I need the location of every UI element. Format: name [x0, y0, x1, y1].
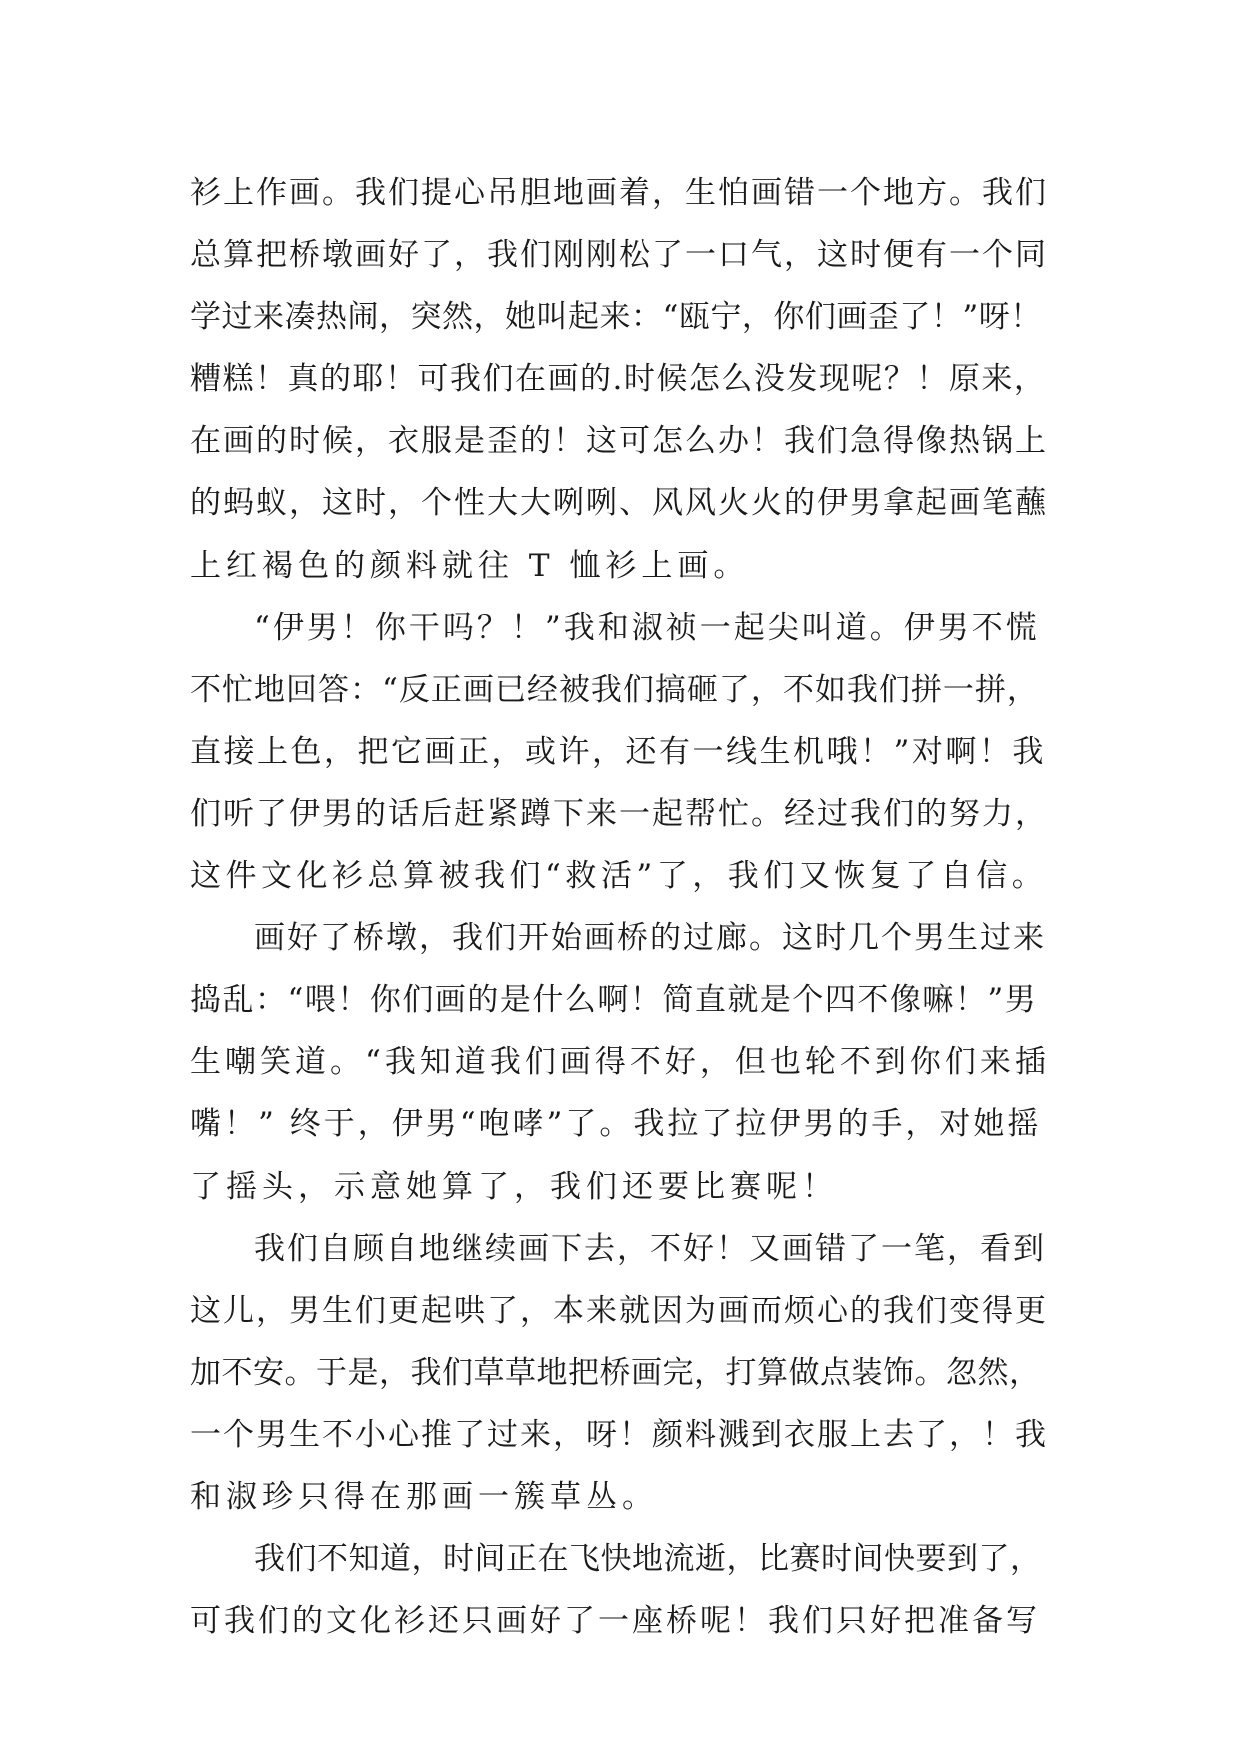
body-text	[190, 162, 1050, 1652]
text-line: 了摇头，示意她算了，我们还要比赛呢！	[190, 1168, 838, 1205]
paragraph-first-line: “伊男！你干吗？！”我和淑祯一起尖叫道。伊男不慌	[254, 609, 1040, 646]
text-line: 和淑珍只得在那画一簇草丛。	[190, 1478, 658, 1515]
text-line: 一个男生不小心推了过来，呀！颜料溅到衣服上去了，！我	[190, 1416, 1048, 1453]
paragraph-first-line: 我们不知道，时间正在飞快地流逝，比赛时间快要到了，	[254, 1541, 1042, 1578]
text-line: 的蚂蚁，这时，个性大大咧咧、风风火火的伊男拿起画笔蘸	[190, 485, 1048, 522]
text-line: 在画的时候，衣服是歪的！这可怎么办！我们急得像热锅上	[190, 423, 1048, 460]
text-line: 总算把桥墩画好了，我们刚刚松了一口气，这时便有一个同	[190, 237, 1048, 274]
text-line: 这儿，男生们更起哄了，本来就因为画而烦心的我们变得更	[190, 1292, 1048, 1329]
text-line: 们听了伊男的话后赶紧蹲下来一起帮忙。经过我们的努力，	[190, 795, 1048, 832]
text-line: 生嘲笑道。“我知道我们画得不好，但也轮不到你们来插	[190, 1044, 1050, 1081]
text-line: 捣乱：“喂！你们画的是什么啊！简直就是个四不像嘛！”男	[190, 982, 1038, 1019]
text-line: 这件文化衫总算被我们“救活”了，我们又恢复了自信。	[190, 858, 1048, 895]
text-line: 上红褐色的颜料就往 T 恤衫上画。	[190, 547, 750, 584]
text-line: 学过来凑热闹，突然，她叫起来：“瓯宁，你们画歪了！”呀！	[190, 299, 1042, 336]
text-line: 直接上色，把它画正，或许，还有一线生机哦！”对啊！我	[190, 733, 1046, 770]
paragraph-first-line: 我们自顾自地继续画下去，不好！又画错了一笔，看到	[254, 1230, 1046, 1267]
text-line: 糟糕！真的耶！可我们在画的.时候怎么没发现呢？！原来，	[190, 361, 1047, 398]
text-line: 衫上作画。我们提心吊胆地画着，生怕画错一个地方。我们	[190, 175, 1048, 211]
text-line: 加不安。于是，我们草草地把桥画完，打算做点装饰。忽然，	[190, 1354, 1041, 1391]
text-line: 嘴！” 终于，伊男“咆哮”了。我拉了拉伊男的手，对她摇	[190, 1106, 1042, 1143]
paragraph-first-line: 画好了桥墩，我们开始画桥的过廊。这时几个男生过来	[254, 920, 1046, 957]
text-line: 不忙地回答：“反正画已经被我们搞砸了，不如我们拼一拼，	[190, 671, 1039, 708]
text-line: 可我们的文化衫还只画好了一座桥呢！我们只好把准备写	[190, 1603, 1040, 1640]
